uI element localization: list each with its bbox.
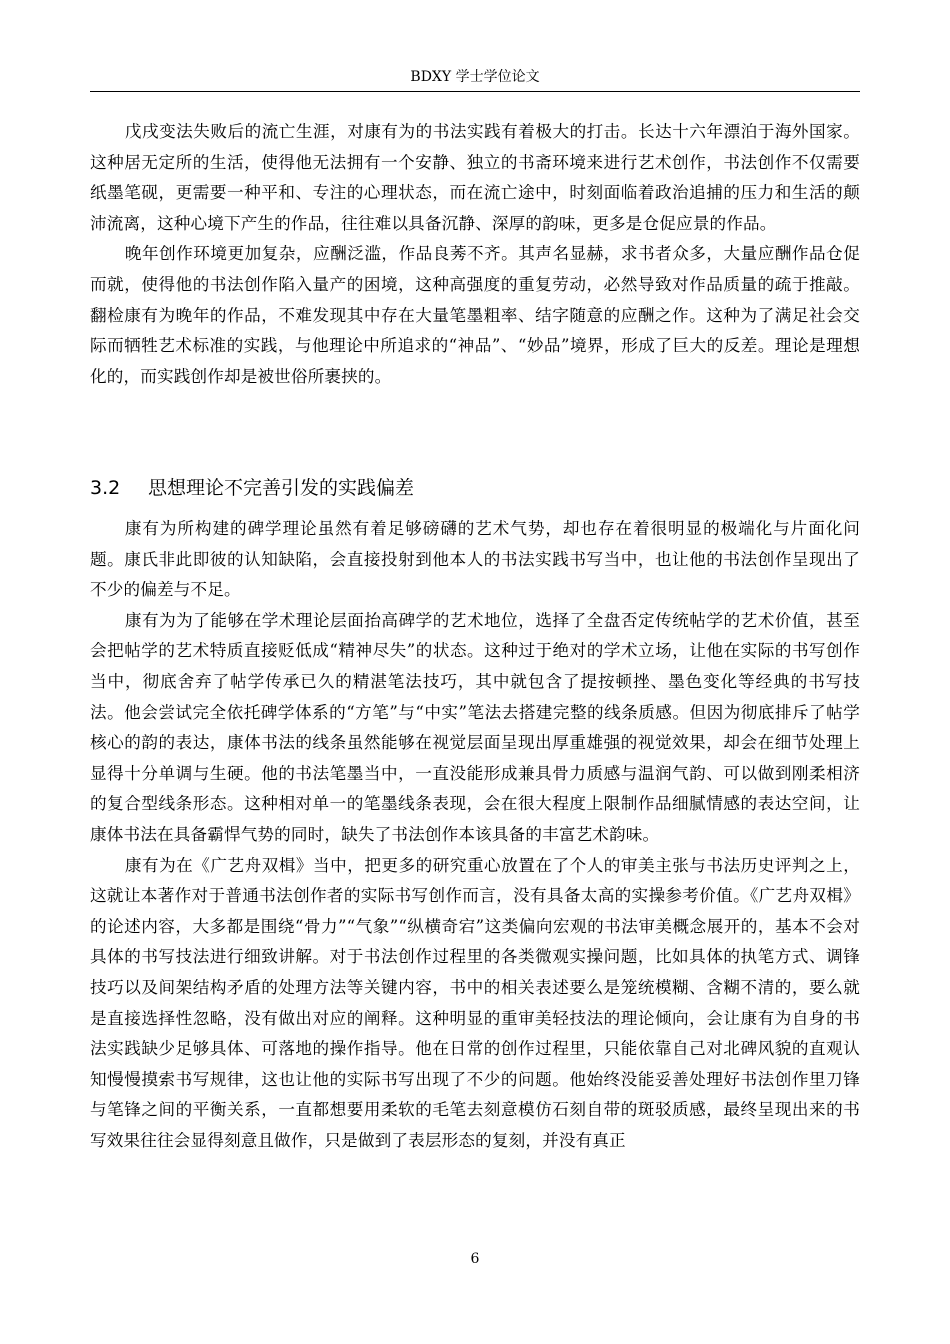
body-paragraph-3: 康有为所构建的碑学理论虽然有着足够磅礴的艺术气势，却也存在着很明显的极端化与片面化问题。康氏非此即彼的认知缺陷，会直接投射到他本人的书法实践书写当中，也让他的书法创作呈现出了不少的偏差与不足。 — [90, 519, 860, 600]
section-title: 思想理论不完善引发的实践偏差 — [148, 477, 415, 499]
page-number: 6 — [470, 1251, 480, 1267]
header-title: BDXY 学士学位论文 — [410, 69, 540, 85]
body-paragraph-1: 戊戌变法失败后的流亡生涯，对康有为的书法实践有着极大的打击。长达十六年漂泊于海外国家。这种居无定所的生活，使得他无法拥有一个安静、独立的书斋环境来进行艺术创作，书法创作不仅需要纸墨笔砚，更需要一种平和、专注的心理状态，而在流亡途中，时刻面临着政治追捕的压力和生活的颠沛流离，这种心境下产生的作品，往往难以具备沉静、深厚的韵味，更多是仓促应景的作品。 — [90, 122, 860, 233]
body-paragraph-2: 晚年创作环境更加复杂，应酬泛滥，作品良莠不齐。其声名显赫，求书者众多，大量应酬作品仓促而就，使得他的书法创作陷入量产的困境，这种高强度的重复劳动，必然导致对作品质量的疏于推敲。翻检康有为晚年的作品，不难发现其中存在大量笔墨粗率、结字随意的应酬之作。这种为了满足社会交际而牺牲艺术标准的实践，与他理论中所追求的“神品”、“妙品”境界，形成了巨大的反差。理论是理想化的，而实践创作却是被世俗所裹挟的。 — [90, 244, 860, 386]
page-header — [90, 66, 860, 92]
section-heading — [90, 473, 860, 503]
intro-text-block — [90, 117, 860, 392]
body-paragraph-5: 康有为在《广艺舟双楫》当中，把更多的研究重心放置在了个人的审美主张与书法历史评判之上，这就让本著作对于普通书法创作者的实际书写创作而言，没有具备太高的实操参考价值。《广艺舟双楫》的论述内容，大多都是围绕“骨力”“气象”“纵横奇宕”这类偏向宏观的书法审美概念展开的，基本不会对具体的书写技法进行细致讲解。对于书法创作过程里的各类微观实操问题，比如具体的执笔方式、调锋技巧以及间架结构矛盾的处理方法等关键内容，书中的相关表述要么是笼统模糊、含糊不清的，要么就是直接选择性忽略，没有做出对应的阐释。这种明显的重审美轻技法的理论倾向，会让康有为自身的书法实践缺少足够具体、可落地的操作指导。他在日常的创作过程里，只能依靠自己对北碑风貌的直观认知慢慢摸索书写规律，这也让他的实际书写出现了不少的问题。他始终没能妥善处理好书法创作里刀锋与笔锋之间的平衡关系，一直都想要用柔软的毛笔去刻意模仿石刻自带的斑驳质感，最终呈现出来的书写效果往往会显得刻意且做作，只是做到了表层形态的复刻，并没有真正 — [90, 855, 860, 1150]
section-text-block — [90, 514, 860, 1156]
section-number: 3.2 — [90, 477, 121, 499]
body-paragraph-4: 康有为为了能够在学术理论层面抬高碑学的艺术地位，选择了全盘否定传统帖学的艺术价值，甚至会把帖学的艺术特质直接贬低成“精神尽失”的状态。这种过于绝对的学术立场，让他在实际的书写创作当中，彻底舍弃了帖学传承已久的精湛笔法技巧，其中就包含了提按顿挫、墨色变化等经典的书写技法。他会尝试完全依托碑学体系的“方笔”与“中实”笔法去搭建完整的线条质感。但因为彻底排斥了帖学核心的韵的表达，康体书法的线条虽然能够在视觉层面呈现出厚重雄强的视觉效果，却会在细节处理上显得十分单调与生硬。他的书法笔墨当中，一直没能形成兼具骨力质感与温润气韵、可以做到刚柔相济的复合型线条形态。这种相对单一的笔墨线条表现，会在很大程度上限制作品细腻情感的表达空间，让康体书法在具备霸悍气势的同时，缺失了书法创作本该具备的丰富艺术韵味。 — [90, 610, 860, 844]
